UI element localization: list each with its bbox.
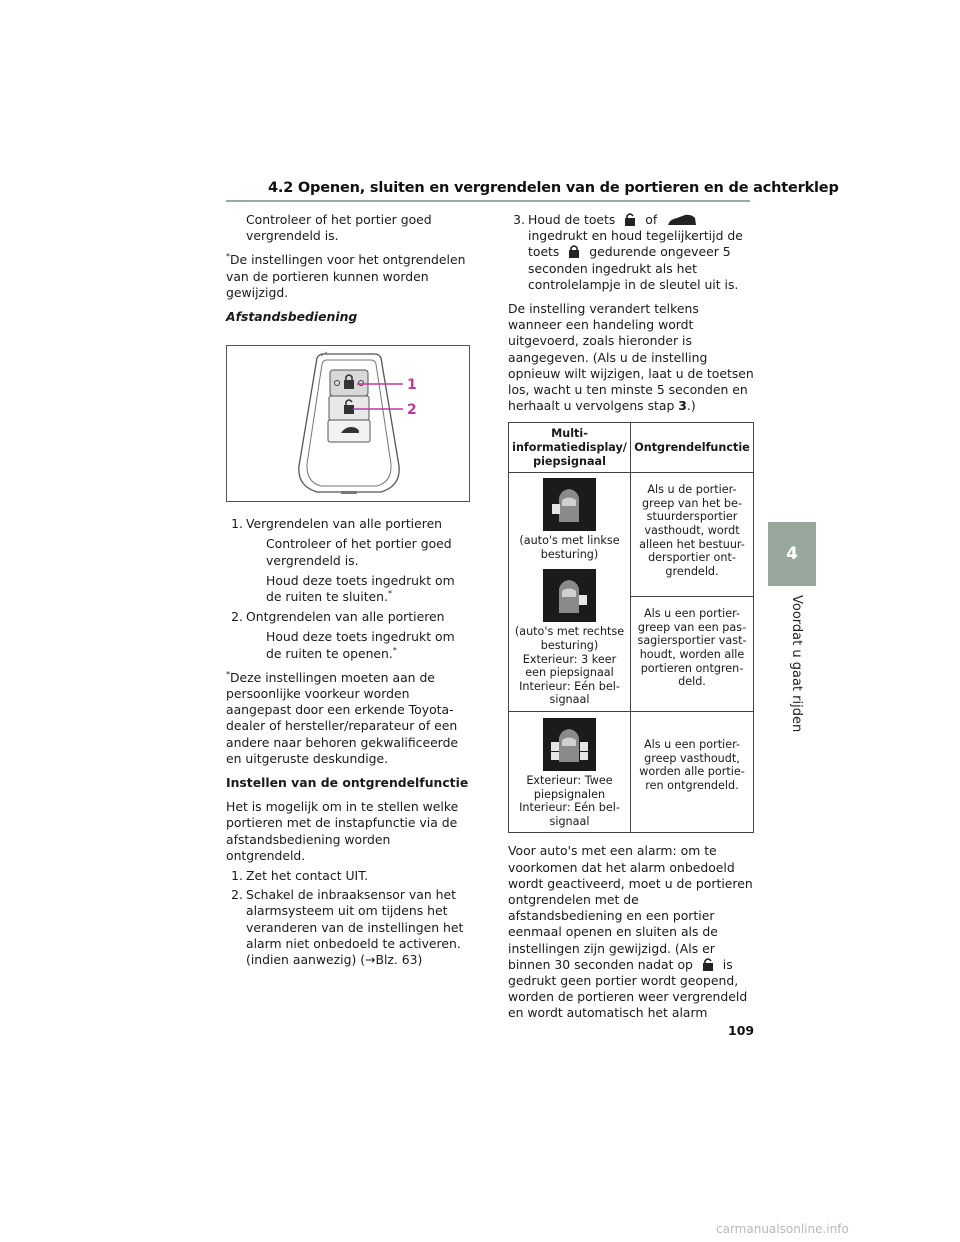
list-item: 2. Schakel de inbraaksensor van het alarmsysteem uit om tijdens het veranderen van de instellingen het alarm niet onbedoeld te activeren. (indien aanwezig) (→Blz. 63) <box>231 887 464 968</box>
table-cell: Als u een portier-greep vasthoudt, worden alle portie-ren ontgrendeld. <box>631 711 754 832</box>
back-door-icon <box>667 214 697 226</box>
page-number: 109 <box>728 1023 755 1038</box>
table-header: Multi-informatiedisplay/ piepsignaal <box>509 423 631 473</box>
list-subtext: Controleer of het portier goed vergrendeld is. <box>266 536 452 568</box>
list-subtext: Houd deze toets ingedrukt om de ruiten te sluiten.* <box>266 572 455 605</box>
unlock-icon <box>703 958 713 971</box>
paragraph: Voor auto's met een alarm: om te voorkomen dat het alarm onbedoeld wordt geactiveerd, moet u de portieren ontgrendelen met de afstandsbediening en een portier eenmaal openen en sluiten als de instellingen zijn gewijzigd. (Als er binnen 30 seconden nadat op is gedrukt geen portier wordt geopend, worden de portieren weer vergrendeld en wordt automatisch het alarm <box>508 843 753 1021</box>
callout-2: 2 <box>407 402 417 419</box>
paragraph: De instelling verandert telkens wanneer een handeling wordt uitgevoerd, zoals hieronder is aangegeven. (Als u de instelling opnieuw wilt wijzigen, laat u de toetsen los, wacht u ten minste 5 seconden en herhaalt u vervolgens stap 3.) <box>508 301 754 414</box>
section-heading: Afstandsbediening <box>226 309 358 325</box>
remote-key-illustration <box>227 346 471 503</box>
unlock-icon <box>625 213 635 226</box>
right-column <box>508 212 754 1030</box>
chapter-label: Voordat u gaat rijden <box>789 595 804 733</box>
remote-key-figure <box>226 345 470 502</box>
header-rule <box>226 200 750 202</box>
lock-icon <box>569 245 579 258</box>
table-cell: (auto's met linkse besturing) (auto's met rechtse besturing) Exterieur: 3 keer een piepsignaal Interieur: Eén bel-signaal <box>509 473 631 712</box>
list-subtext: Houd deze toets ingedrukt om de ruiten te openen.* <box>266 629 455 661</box>
paragraph: Controleer of het portier goed vergrendeld is. <box>246 212 432 244</box>
unlock-settings-table <box>508 422 754 833</box>
list-item: 2. Ontgrendelen van alle portieren <box>231 609 445 625</box>
table-cell: Exterieur: Twee piepsignalen Interieur: Eén bel-signaal <box>509 711 631 832</box>
table-cell: Als u de portier-greep van het be-stuurdersportier vasthoudt, wordt alleen het bestuur-dersportier ont-grendeld. <box>631 473 754 597</box>
car-display-icon <box>543 478 596 531</box>
table-header: Ontgrendelfunctie <box>631 423 754 473</box>
paragraph: Het is mogelijk om in te stellen welke portieren met de instapfunctie via de afstandsbediening worden ontgrendeld. <box>226 799 459 863</box>
watermark: carmanualsonline.info <box>716 1222 849 1236</box>
callout-1: 1 <box>407 377 417 394</box>
page-header-title: 4.2 Openen, sluiten en vergrendelen van de portieren en de achterklep <box>268 180 839 196</box>
car-display-icon <box>543 569 596 622</box>
list-item: 1. Vergrendelen van alle portieren <box>231 516 443 532</box>
list-item: 3. Houd de toets of ingedrukt en houd tegelijkertijd de toets gedurende ongeveer 5 seconden ingedrukt als het controlelampje in de sleutel uit is. <box>513 212 743 292</box>
asterisk: * <box>226 252 230 262</box>
footnote: *Deze instellingen moeten aan de persoonlijke voorkeur worden aangepast door een erkende Toyota-dealer of hersteller/reparateur of een andere naar behoren gekwalificeerde en uitgeruste deskundige. <box>226 669 459 766</box>
section-heading: Instellen van de ontgrendelfunctie <box>226 775 469 791</box>
left-column <box>226 212 472 968</box>
chapter-tab: 4 <box>768 522 816 586</box>
footnote: *De instellingen voor het ontgrendelen van de portieren kunnen worden gewijzigd. <box>226 252 466 300</box>
table-cell: Als u een portier-greep van een pas-sagiersportier vast-houdt, worden alle portieren ontgren-deld. <box>631 597 754 712</box>
list-item: 1. Zet het contact UIT. <box>231 868 369 884</box>
car-display-icon <box>543 718 596 771</box>
